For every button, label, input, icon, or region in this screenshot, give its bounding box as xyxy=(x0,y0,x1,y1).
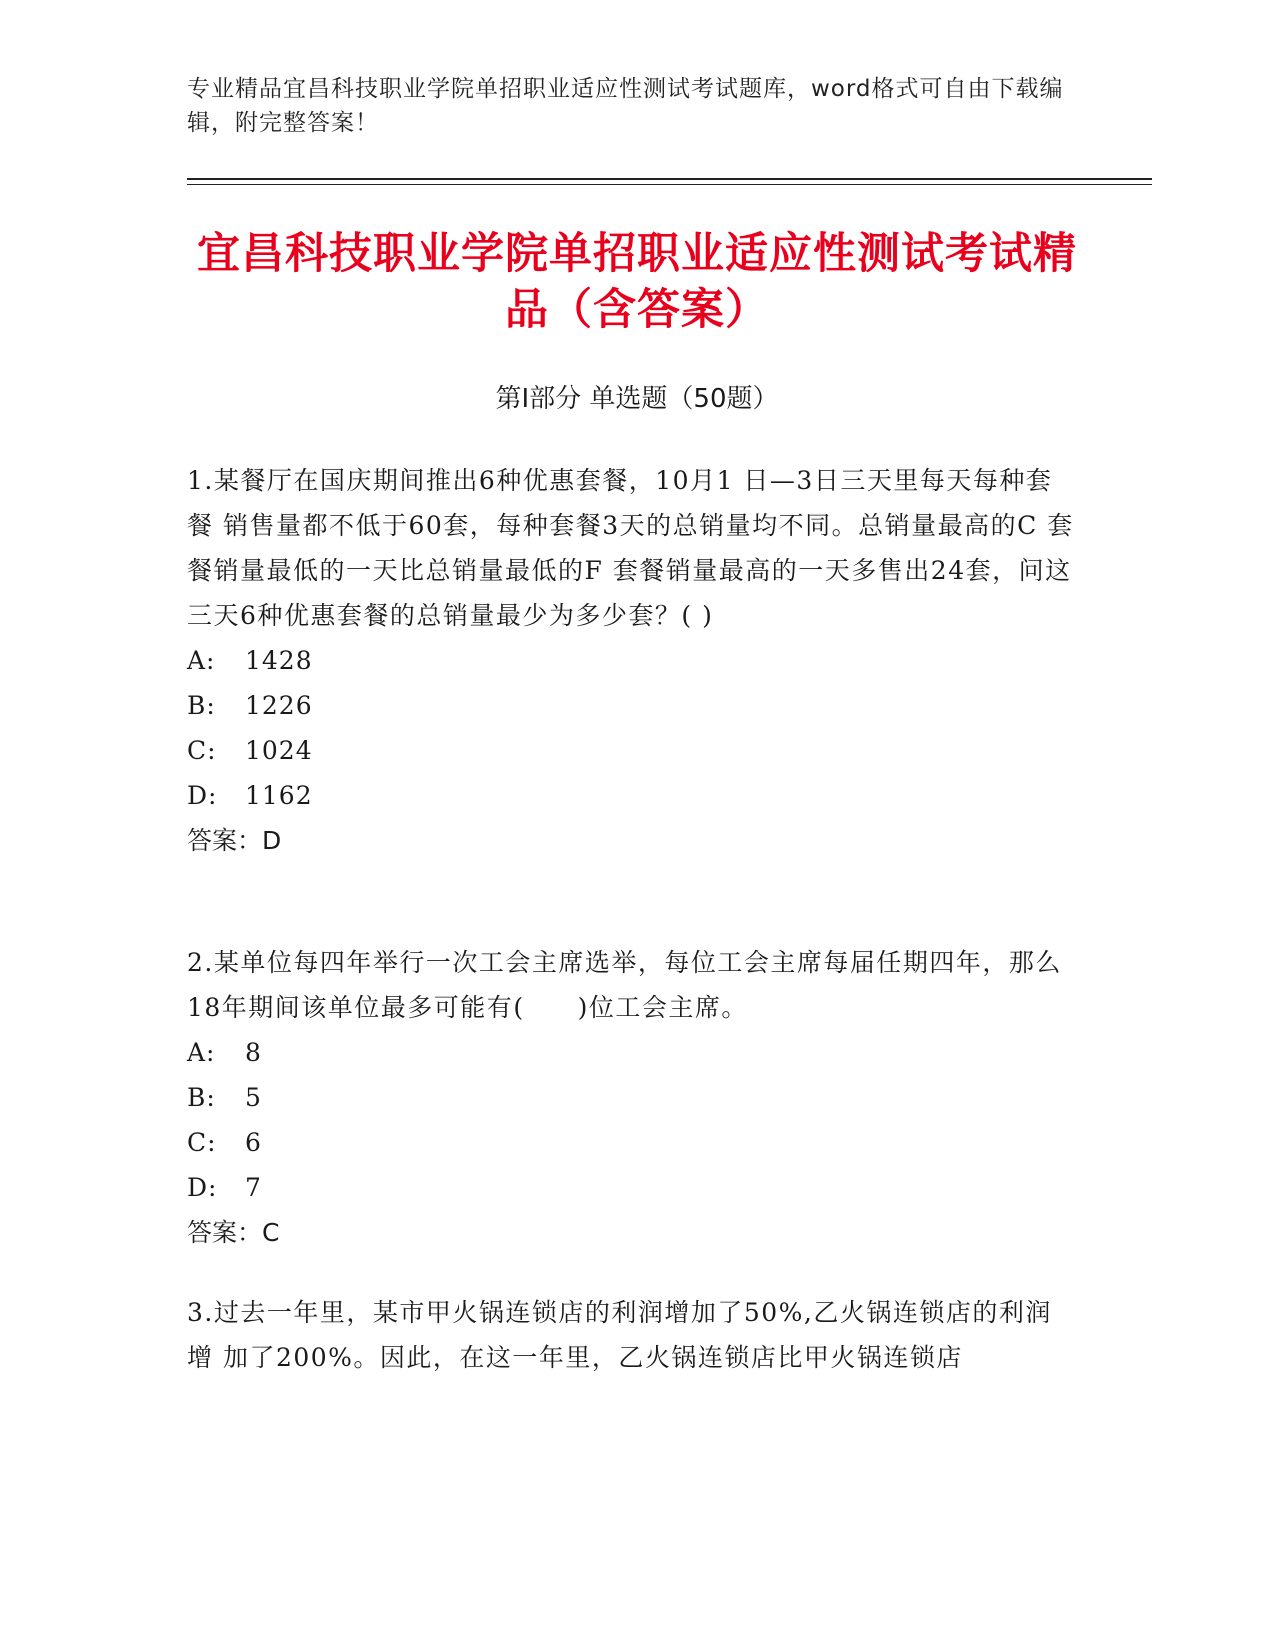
option-letter: D: xyxy=(187,1173,218,1202)
option-letter: A: xyxy=(187,1038,216,1067)
option-c xyxy=(187,728,1077,773)
option-value: 1024 xyxy=(245,736,313,765)
option-letter: C: xyxy=(187,1128,217,1157)
question-1 xyxy=(187,458,1077,863)
document-title: 宜昌科技职业学院单招职业适应性测试考试精品（含答案） xyxy=(197,229,1077,335)
question-text: 1.某餐厅在国庆期间推出6种优惠套餐，10月1 日—3日三天里每天每种套餐 销售量都不低于60套，每种套餐3天的总销量均不同。总销量最高的C 套餐销量最低的一天比总销量最低的F 套餐销量最高的一天多售出24套，问这三天6种优惠套餐的总销量最少为多少套？( ) xyxy=(187,466,1074,630)
section-title: 第Ⅰ部分 单选题（50题） xyxy=(495,384,779,414)
option-value: 8 xyxy=(245,1038,262,1067)
option-b xyxy=(187,683,1077,728)
answer-line: 答案：C xyxy=(187,1218,280,1247)
option-b xyxy=(187,1075,1077,1120)
question-text: 2.某单位每四年举行一次工会主席选举，每位工会主席每届任期四年，那么18年期间该单位最多可能有( )位工会主席。 xyxy=(187,948,1062,1022)
question-3 xyxy=(187,1290,1077,1380)
option-letter: B: xyxy=(187,691,216,720)
option-value: 5 xyxy=(245,1083,262,1112)
option-a xyxy=(187,1030,1077,1075)
option-value: 6 xyxy=(245,1128,262,1157)
option-value: 1226 xyxy=(245,691,313,720)
option-letter: A: xyxy=(187,646,216,675)
option-value: 1162 xyxy=(245,781,313,810)
header-note: 专业精品宜昌科技职业学院单招职业适应性测试考试题库，word格式可自由下载编辑，附完整答案！ xyxy=(187,76,1064,136)
option-value: 7 xyxy=(245,1173,262,1202)
option-letter: C: xyxy=(187,736,217,765)
option-d xyxy=(187,1165,1077,1210)
question-text: 3.过去一年里，某市甲火锅连锁店的利润增加了50%,乙火锅连锁店的利润增 加了200%。因此，在这一年里，乙火锅连锁店比甲火锅连锁店 xyxy=(187,1298,1052,1372)
answer-line: 答案：D xyxy=(187,826,282,855)
question-2 xyxy=(187,940,1077,1255)
option-a xyxy=(187,638,1077,683)
option-letter: D: xyxy=(187,781,218,810)
header-rule-thin xyxy=(187,184,1152,185)
option-d xyxy=(187,773,1077,818)
option-c xyxy=(187,1120,1077,1165)
option-value: 1428 xyxy=(245,646,313,675)
header-rule-thick xyxy=(187,178,1152,180)
option-letter: B: xyxy=(187,1083,216,1112)
